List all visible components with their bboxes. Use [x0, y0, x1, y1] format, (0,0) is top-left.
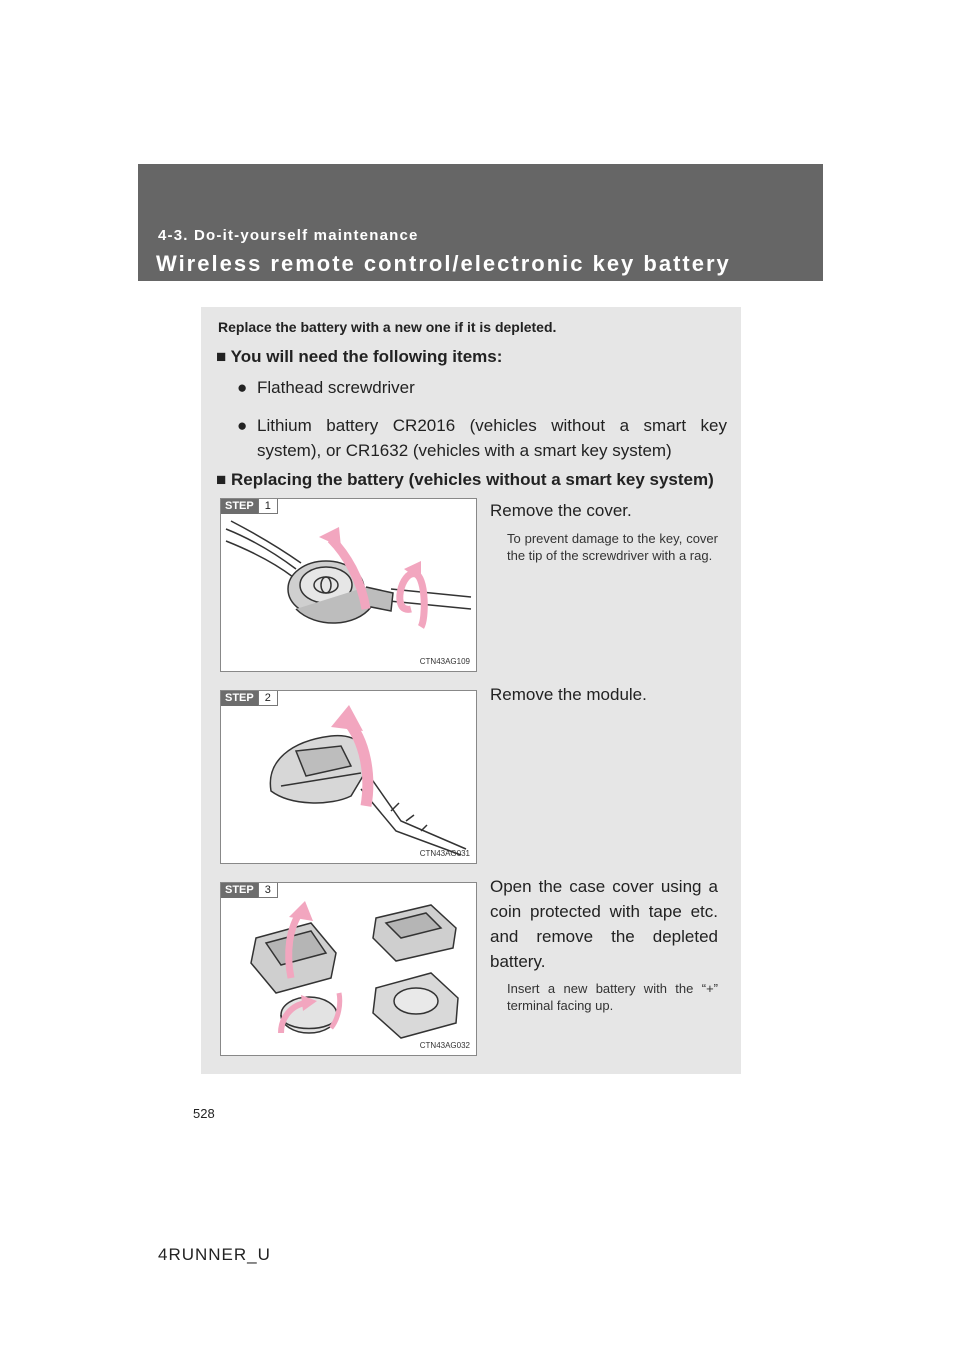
intro-text: Replace the battery with a new one if it is depleted.	[218, 319, 557, 335]
step-2-text: Remove the module.	[490, 685, 647, 704]
content-panel	[201, 307, 741, 1074]
bullet-icon: ●	[237, 416, 248, 435]
items-heading: ■ You will need the following items:	[216, 347, 503, 366]
section-label: 4-3. Do-it-yourself maintenance	[158, 227, 419, 244]
list-item-text: Lithium battery CR2016 (vehicles without a smart key system), or CR1632 (vehicles with a smart key system)	[257, 416, 727, 460]
list-item	[237, 413, 727, 463]
list-item-text: Flathead screwdriver	[257, 378, 415, 397]
step-1-figure	[220, 498, 477, 672]
list-item	[237, 375, 727, 400]
step-badge	[221, 691, 278, 706]
figure-code: CTN43AG031	[419, 849, 470, 858]
step-badge-label: STEP	[221, 691, 258, 706]
step-1-note: To prevent damage to the key, cover the tip of the screwdriver with a rag.	[507, 531, 718, 563]
step-badge-label: STEP	[221, 883, 258, 898]
page-number: 528	[193, 1106, 215, 1121]
bullet-icon: ●	[237, 378, 248, 397]
replace-heading: ■ Replacing the battery (vehicles without a smart key system)	[216, 470, 714, 489]
key-module-illustration	[221, 691, 476, 863]
step-number: 2	[258, 691, 278, 706]
step-3-text: Open the case cover using a coin protected with tape etc. and remove the depleted battery.	[490, 877, 718, 971]
step-badge	[221, 883, 278, 898]
battery-case-illustration	[221, 883, 476, 1055]
footer-model: 4RUNNER_U	[158, 1245, 271, 1264]
step-2-figure	[220, 690, 477, 864]
page-title: Wireless remote control/electronic key battery	[156, 251, 731, 276]
figure-code: CTN43AG109	[419, 657, 470, 666]
step-3-figure	[220, 882, 477, 1056]
step-number: 3	[258, 883, 278, 898]
step-number: 1	[258, 499, 278, 514]
page-header	[138, 164, 823, 281]
step-badge-label: STEP	[221, 499, 258, 514]
step-3-note: Insert a new battery with the “+” terminal facing up.	[507, 981, 718, 1013]
key-cover-illustration	[221, 499, 476, 671]
step-badge	[221, 499, 278, 514]
figure-code: CTN43AG032	[419, 1041, 470, 1050]
step-1-text: Remove the cover.	[490, 501, 632, 520]
